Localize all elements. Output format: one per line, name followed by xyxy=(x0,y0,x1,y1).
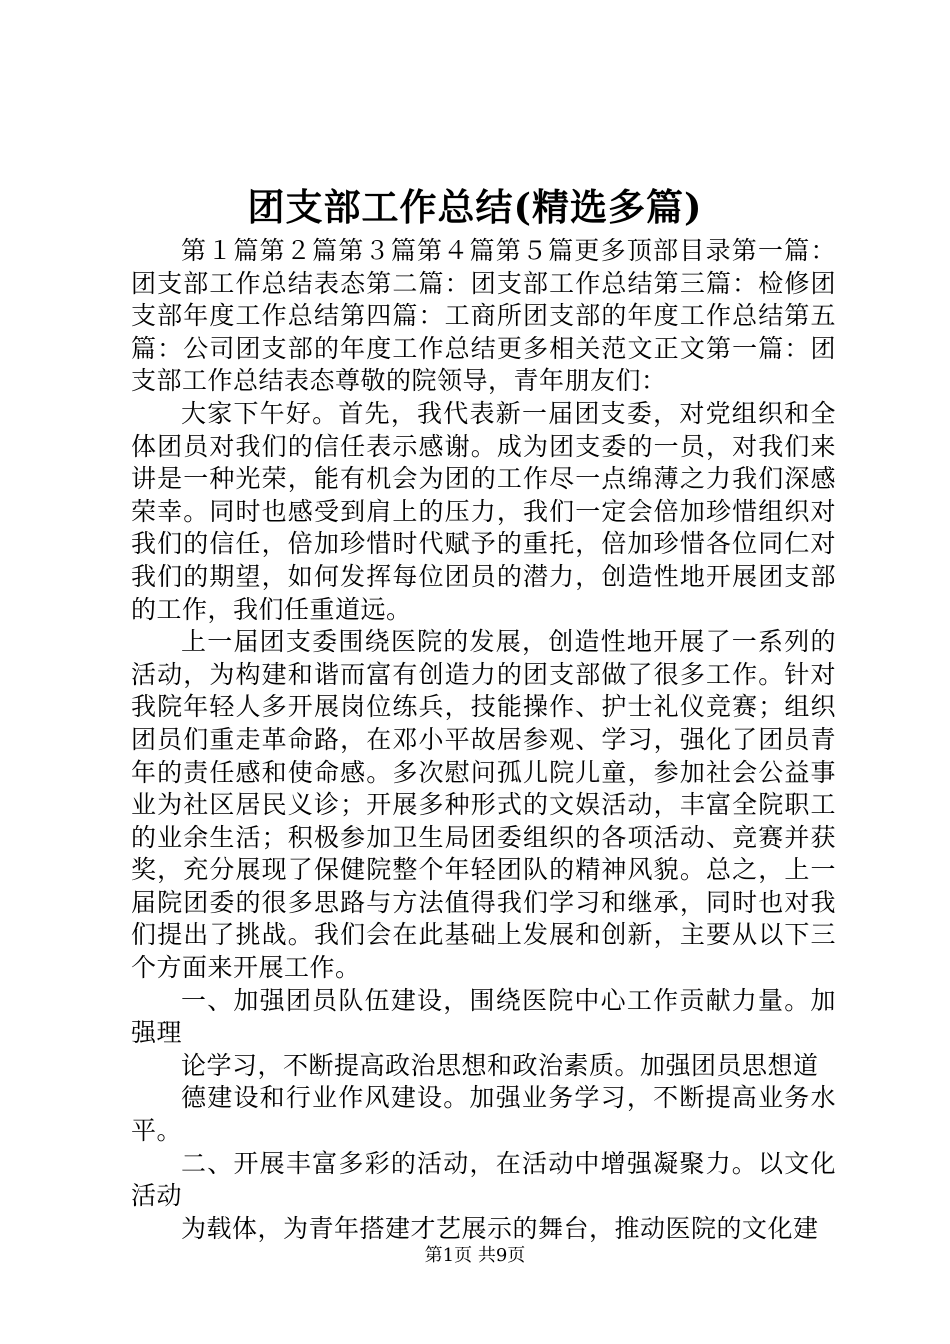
paragraph-greeting: 大家下午好。首先，我代表新一届团支委，对党组织和全体团员对我们的信任表示感谢。成为团支委的一员，对我们来讲是一种光荣，能有机会为团的工作尽一点绵薄之力我们深感荣幸。同时也感受到肩上的压力，我们一定会倍加珍惜组织对我们的信任，倍加珍惜时代赋予的重托，倍加珍惜各位同仁对我们的期望，如何发挥每位团员的潜力，创造性地开展团支部的工作，我们任重道远。 xyxy=(131,398,836,624)
document-body xyxy=(131,235,836,1245)
paragraph-point-one: 一、加强团员队伍建设，围绕医院中心工作贡献力量。加强理 xyxy=(131,985,836,1048)
paragraph-point-two: 二、开展丰富多彩的活动，在活动中增强凝聚力。以文化活动 xyxy=(131,1148,836,1211)
page-number-footer: 第1页 共9页 xyxy=(424,1245,526,1266)
paragraph-previous-work: 上一届团支委围绕医院的发展，创造性地开展了一系列的活动，为构建和谐而富有创造力的团支部做了很多工作。针对我院年轻人多开展岗位练兵，技能操作、护士礼仪竞赛；组织团员们重走革命路，在邓小平故居参观、学习，强化了团员青年的责任感和使命感。多次慰问孤儿院儿童，参加社会公益事业为社区居民义诊；开展多种形式的文娱活动，丰富全院职工的业余生活；积极参加卫生局团委组织的各项活动、竞赛并获奖，充分展现了保健院整个年轻团队的精神风貌。总之，上一届院团委的很多思路与方法值得我们学习和继承，同时也对我们提出了挑战。我们会在此基础上发展和创新，主要从以下三个方面来开展工作。 xyxy=(131,627,836,983)
paragraph-point-one-end: 德建设和行业作风建设。加强业务学习，不断提高业务水平。 xyxy=(131,1083,836,1146)
paragraph-point-two-continued: 为载体，为青年搭建才艺展示的舞台，推动医院的文化建 xyxy=(181,1213,819,1243)
paragraph-point-one-continued: 论学习，不断提高政治思想和政治素质。加强团员思想道 xyxy=(181,1050,819,1080)
paragraph-table-of-contents: 第１篇第２篇第３篇第４篇第５篇更多顶部目录第一篇：团支部工作总结表态第二篇：团支部工作总结第三篇：检修团支部年度工作总结第四篇：工商所团支部的年度工作总结第五篇：公司团支部的年度工作总结更多相关范文正文第一篇：团支部工作总结表态尊敬的院领导，青年朋友们： xyxy=(131,236,836,396)
document-title: 团支部工作总结(精选多篇) xyxy=(247,185,703,229)
